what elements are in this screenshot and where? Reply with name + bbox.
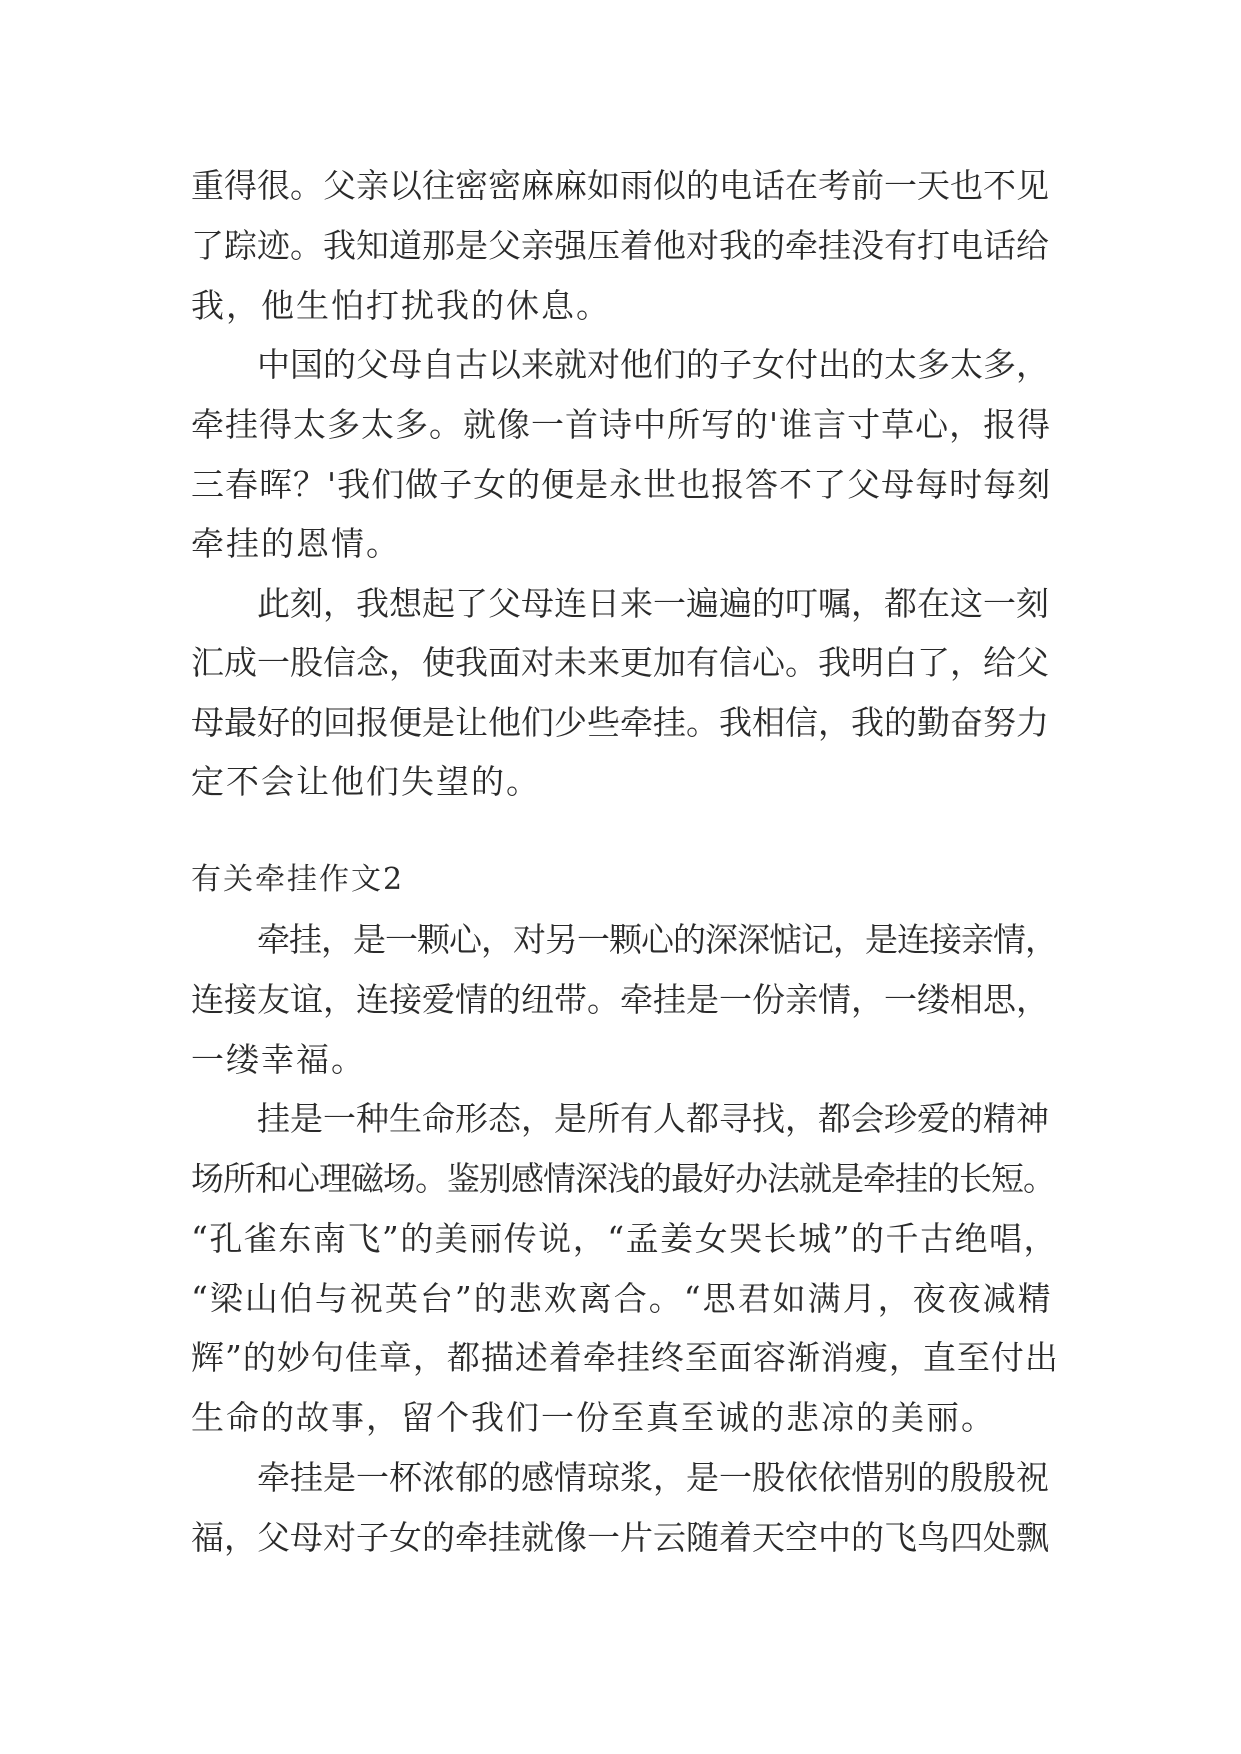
text-line: “孔雀东南飞”的美丽传说，“孟姜女哭长城”的千古绝唱， [191, 1219, 1058, 1258]
section-title: 有关牵挂作文2 [191, 862, 405, 897]
text-line: “梁山伯与祝英台”的悲欢离合。“思君如满月，夜夜减精 [191, 1279, 1053, 1318]
text-line: 生命的故事，留个我们一份至真至诚的悲凉的美丽。 [191, 1398, 996, 1437]
text-line: 场所和心理磁场。鉴别感情深浅的最好办法就是牵挂的长短。 [191, 1159, 1055, 1198]
text-line: 牵挂得太多太多。就像一首诗中所写的'谁言寸草心，报得 [191, 405, 1052, 444]
text-line: 中国的父母自古以来就对他们的子女付出的太多太多， [257, 345, 1049, 384]
text-line: 牵挂的恩情。 [191, 524, 401, 563]
text-line: 定不会让他们失望的。 [191, 762, 541, 801]
text-line: 母最好的回报便是让他们少些牵挂。我相信，我的勤奋努力 [191, 703, 1049, 742]
text-line: 重得很。父亲以往密密麻麻如雨似的电话在考前一天也不见 [191, 166, 1049, 205]
text-line: 我，他生怕打扰我的休息。 [191, 286, 611, 325]
text-line: 此刻，我想起了父母连日来一遍遍的叮嘱，都在这一刻 [257, 584, 1049, 623]
text-line: 一缕幸福。 [191, 1040, 366, 1079]
text-line: 牵挂，是一颗心，对另一颗心的深深惦记，是连接亲情， [257, 920, 1057, 959]
text-line: 福，父母对子女的牵挂就像一片云随着天空中的飞鸟四处飘 [191, 1518, 1049, 1557]
text-line: 汇成一股信念，使我面对未来更加有信心。我明白了，给父 [191, 643, 1049, 682]
text-line: 了踪迹。我知道那是父亲强压着他对我的牵挂没有打电话给 [191, 226, 1049, 265]
text-line: 牵挂是一杯浓郁的感情琼浆，是一股依依惜别的殷殷祝 [257, 1458, 1049, 1497]
text-line: 连接友谊，连接爱情的纽带。牵挂是一份亲情，一缕相思， [191, 980, 1049, 1019]
text-line: 三春晖？'我们做子女的便是永世也报答不了父母每时每刻 [191, 465, 1052, 504]
text-line: 辉”的妙句佳章，都描述着牵挂终至面容渐消瘦，直至付出 [191, 1338, 1059, 1377]
text-line: 挂是一种生命形态，是所有人都寻找，都会珍爱的精神 [257, 1099, 1049, 1138]
